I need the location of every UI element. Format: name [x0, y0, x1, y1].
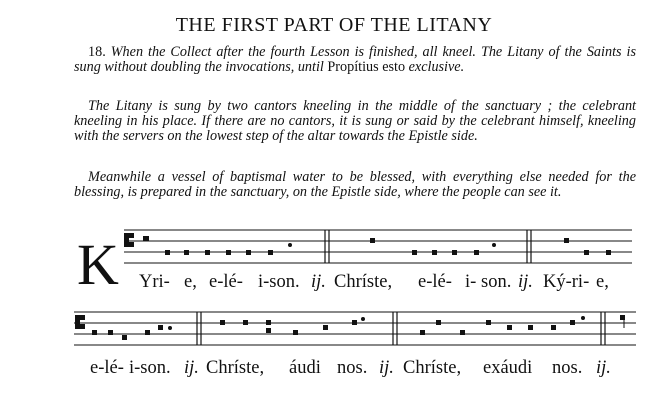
lyric-syllable: i-son.: [129, 358, 171, 378]
lyric-syllable: i-son.: [258, 272, 300, 292]
lyric-syllable: exáudi: [483, 358, 533, 378]
lyric-syllable: e-lé-: [209, 272, 243, 292]
rubric-text-1c: exclusive.: [408, 59, 465, 75]
staff-1-bars: [325, 230, 531, 263]
rubric-text-1a: When the Collect after the fourth Lesson is finished, all kneel. The Litany of the Saints is sung without doubling the invocations, until: [74, 44, 636, 75]
lyric-syllable: áudi: [289, 358, 321, 378]
staff-2-clef: [75, 315, 85, 329]
staff-1-clef: [124, 233, 134, 247]
lyric-syllable: e-lé-: [418, 272, 452, 292]
drop-cap-initial: K: [77, 232, 119, 297]
lyric-repeat-mark: ij.: [596, 358, 611, 378]
lyric-syllable: i-: [465, 272, 477, 292]
staff-2-bars: [197, 312, 605, 345]
lyric-syllable: e,: [184, 272, 197, 292]
lyric-syllable: nos.: [552, 358, 583, 378]
lyric-syllable: Yri-: [139, 272, 170, 292]
lyric-syllable: son.: [481, 272, 512, 292]
lyric-syllable: e-lé-: [90, 358, 124, 378]
lyric-repeat-mark: ij.: [518, 272, 533, 292]
staff-1: [124, 230, 632, 263]
lyric-repeat-mark: ij.: [311, 272, 326, 292]
lyric-syllable: Chríste,: [206, 358, 265, 378]
lyric-syllable: Chríste,: [403, 358, 462, 378]
lyric-syllable: nos.: [337, 358, 368, 378]
rubric-text-2: The Litany is sung by two cantors kneeling in the middle of the sanctuary ; the celebrant kneeling in his place. If there are no cantors, it is sung or said by the celebrant himself, kneeling with the servers on the lowest step of the altar towards the Epistle side.: [74, 98, 636, 144]
lyric-repeat-mark: ij.: [379, 358, 394, 378]
lyric-syllable: Ký-ri-: [543, 272, 590, 292]
rubric-text-3: Meanwhile a vessel of baptismal water to be blessed, with everything else needed for the blessing, is prepared in the sanctuary, on the Epistle side, where the people can see it.: [74, 169, 636, 200]
section-number: 18.: [88, 44, 106, 60]
staff-2-neumes: [92, 315, 625, 340]
lyric-syllable: e,: [596, 272, 609, 292]
lyric-syllable: Chríste,: [334, 272, 393, 292]
page-title: THE FIRST PART OF THE LITANY: [175, 14, 493, 36]
lyric-repeat-mark: ij.: [184, 358, 199, 378]
incipit-text: Propítius esto: [327, 59, 406, 75]
